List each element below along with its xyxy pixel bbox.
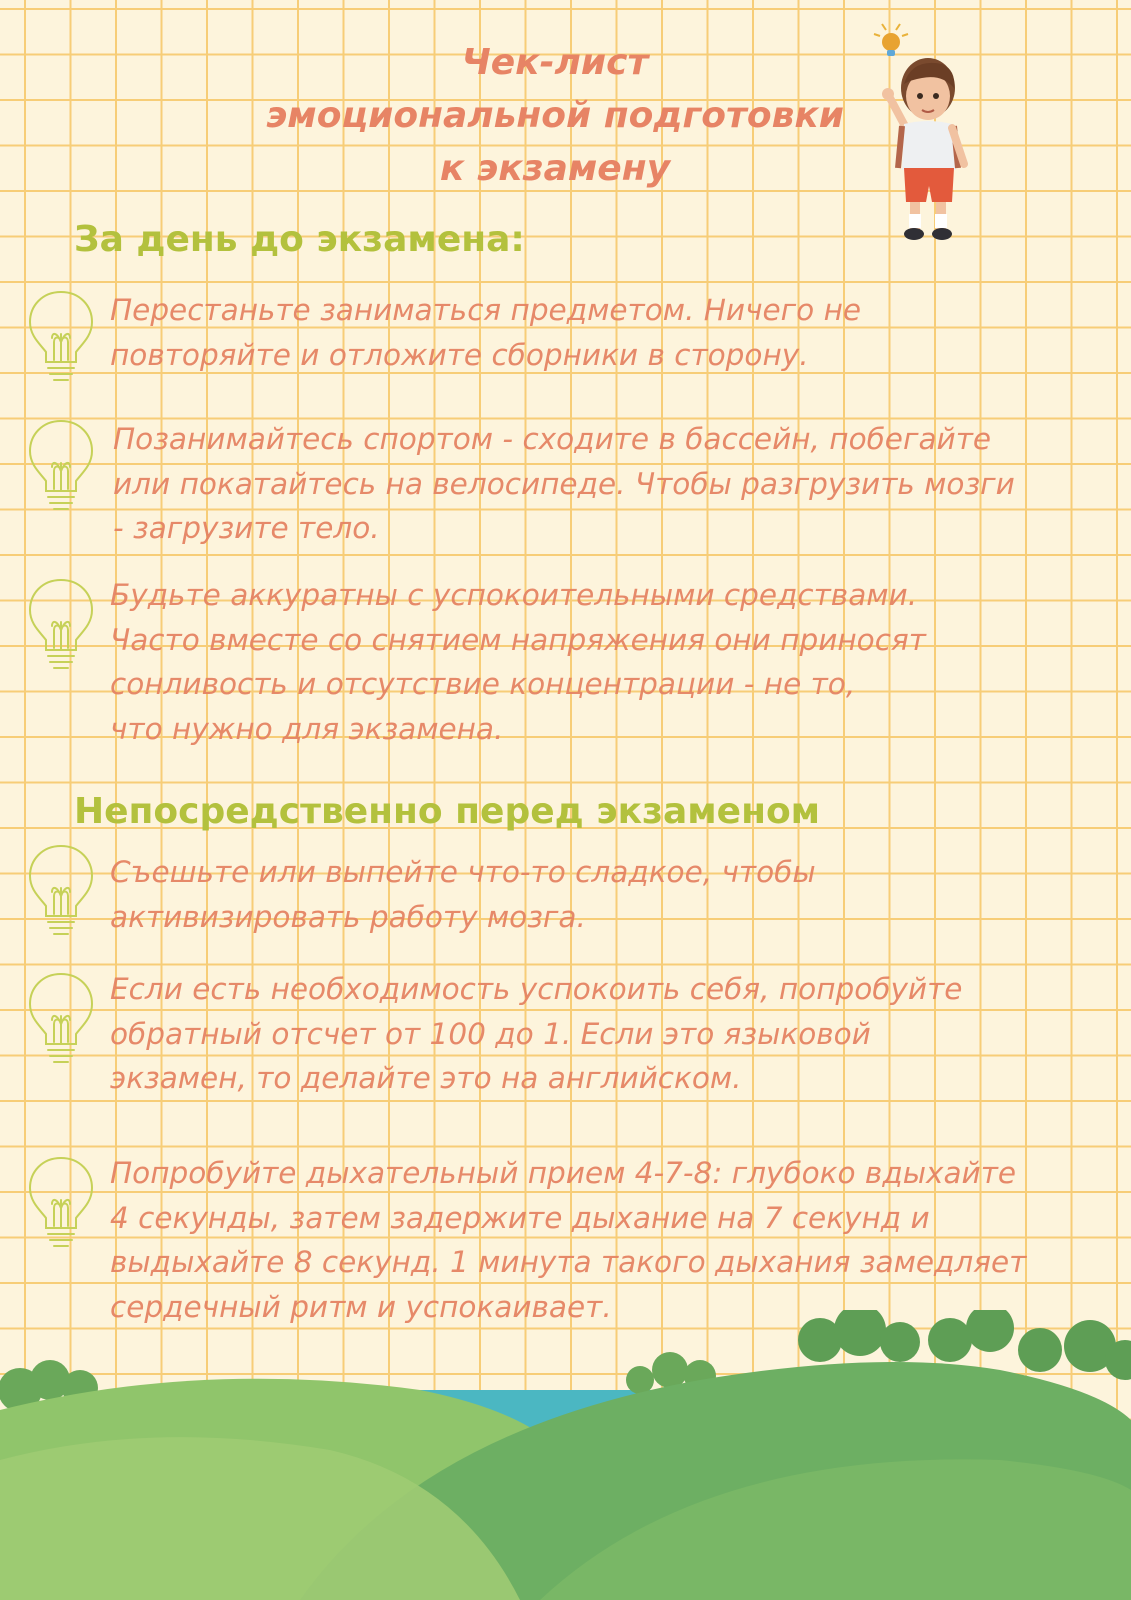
lightbulb-icon xyxy=(26,842,96,938)
lightbulb-icon xyxy=(26,1154,96,1250)
list-item-text: Перестаньте заниматься предметом. Ничего не повторяйте и отложите сборники в сторону. xyxy=(110,293,862,372)
title-line-1: Чек-лист xyxy=(461,42,649,83)
title-line-3: к экзамену xyxy=(439,148,671,189)
boy-with-idea-illustration xyxy=(872,18,982,246)
list-item-text: Позанимайтесь спортом - сходите в бассейн, побегайте или покатайтесь на велосипеде. Чтобы разгрузить мозги - загрузите тело. xyxy=(113,422,1015,545)
green-hills-illustration xyxy=(0,1310,1131,1600)
section-heading-right-before: Непосредственно перед экзаменом xyxy=(74,791,821,832)
list-item-text: Съешьте или выпейте что-то сладкое, чтобы активизировать работу мозга. xyxy=(110,855,816,934)
lightbulb-icon xyxy=(26,417,96,513)
idea-bulb-icon xyxy=(874,24,908,56)
list-item-text: Будьте аккуратны с успокоительными средствами. Часто вместе со снятием напряжения они приносят сонливость и отсутствие концентрации - не то, что нужно для экзамена. xyxy=(110,578,926,746)
lightbulb-icon xyxy=(26,970,96,1066)
list-item-text: Если есть необходимость успокоить себя, попробуйте обратный отсчет от 100 до 1. Если это языковой экзамен, то делайте это на английском. xyxy=(110,972,963,1095)
section-heading-day-before: За день до экзамена: xyxy=(74,219,525,260)
lightbulb-icon xyxy=(26,576,96,672)
title-line-2: эмоциональной подготовки xyxy=(265,95,845,136)
list-item-text: Попробуйте дыхательный прием 4-7-8: глубоко вдыхайте 4 секунды, затем задержите дыхание на 7 секунд и выдыхайте 8 секунд. 1 минута такого дыхания замедляет сердечный ритм и успокаивает. xyxy=(110,1156,1027,1324)
page-title xyxy=(230,36,880,195)
lightbulb-icon xyxy=(26,288,96,384)
